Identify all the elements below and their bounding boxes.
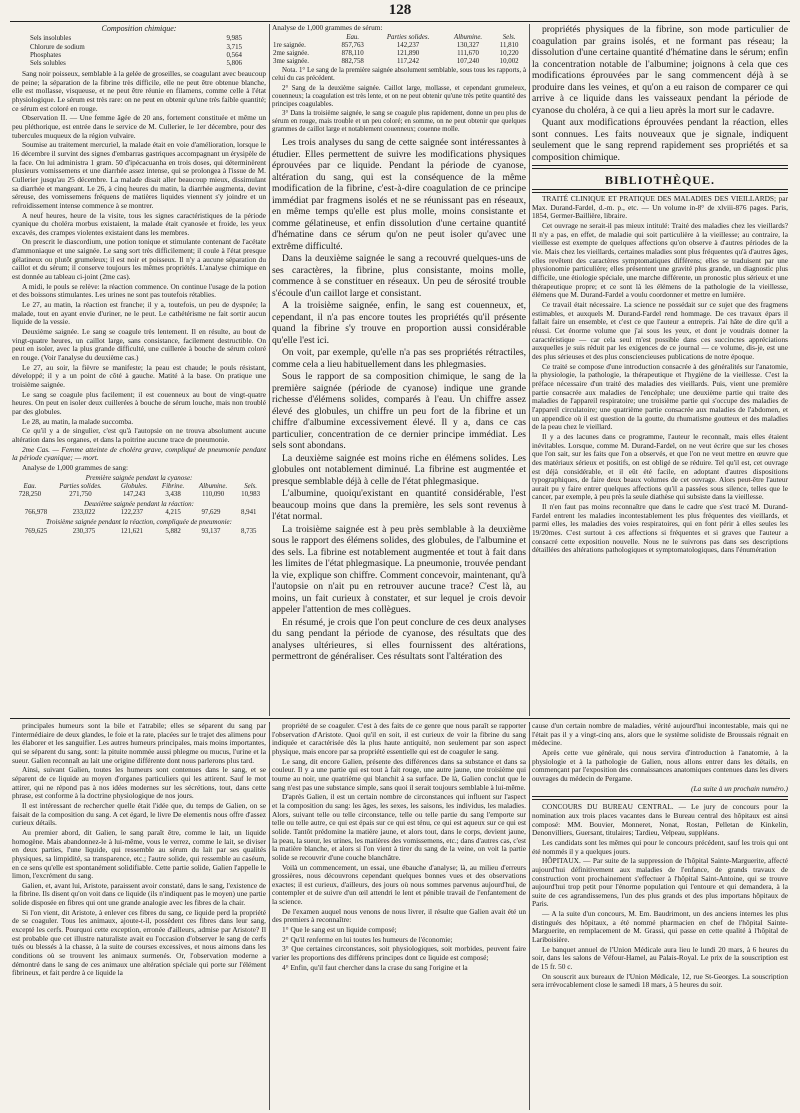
table-cell: 233,022	[72, 509, 96, 517]
blood-analysis-table	[12, 509, 266, 517]
blood-analysis-table	[12, 528, 266, 536]
paragraph: L'albumine, quoiqu'existant en quantité considérable, l'est beaucoup moins que dans la première, les sels sont revenus à l'état normal.	[272, 488, 526, 523]
table-row	[12, 491, 266, 499]
table-header: Parties solides.	[386, 33, 430, 41]
column-2-top	[272, 24, 526, 716]
list-item: 4° Enfin, qu'il faut chercher dans la crase du sang l'origine et la	[282, 962, 468, 972]
column-divider	[529, 24, 530, 716]
table-header	[272, 34, 333, 42]
paragraph: Ce qu'il y a de singulier, c'est qu'à l'autopsie on ne trouva absolument aucune altération dans les organes, et dans la poitrine aucune trace de pneumonie.	[12, 426, 266, 444]
table-caption: Deuxième saignée pendant la réaction:	[83, 500, 195, 509]
note: 2° Sang de la deuxième saignée. Caillot large, mollasse, et cependant grumeleux, couenneux; la coagulation est très lente, et on ne peut obtenir qu'une très petite quantité des principes coagulables.	[272, 84, 526, 108]
table-caption: Première saignée pendant la cyanose:	[85, 473, 193, 482]
composition-label: Phosphates	[30, 51, 62, 59]
paragraph: Si l'on vient, dit Aristote, à enlever ces fibres du sang, ce liquide perd la propriété de se coaguler. Tous les animaux, ajoute-t-il, possèdent ces fibres dans leur sang, excepté les cerfs. Pourquoi cette exception, erronée d'ailleurs, admise par Aristote? Il est probable que cet illustre naturaliste avait eu l'occasion d'observer le sang de cerfs tués ou blessés à la chasse, à la suite de courses excessives, et nous aimons dans les conditions où se trouvent les animaux surmenés. Or, l'observation moderne a démontré dans le sang de ces animaux une altération spéciale qui porte sur l'élément fibrineux, et fait perdre à ce liquide la	[12, 907, 266, 978]
paragraph: Cet ouvrage ne serait-il pas mieux intitulé: Traité des maladies chez les vieillards? Il n'y a pas, en effet, de maladie qui soit particulière à la vieillesse; au contraire, la vieillesse est exempte de quelques affections qu'on observe à d'autres périodes de la vie. Mais chez les vieillards, certaines maladies sont plus fréquentes qu'à d'autres âges, elles revêtent des caractères symptomatiques différens; elles se traduisent par une physionomie particulière; elles présentent une gravité plus grande, un diagnostic plus difficile, une étiologie spéciale, une marche différente, un pronostic plus sérieux et une thérapeutique propre; et ce sont là les élémens de la pathologie de la vieillesse, élémens que M. Durand-Fardel a voulu coordonner et mettre en lumière.	[532, 221, 788, 300]
table-cell: 878,110	[341, 49, 364, 57]
paragraph: Observation II. — Une femme âgée de 20 ans, fortement constituée et même un peu pléthorique, est entrée dans le service de M. Cullerier, le 1er décembre, pour des tubercules muqueux de la région vulvaire.	[12, 113, 266, 140]
paragraph: A midi, le pouls se relève: la réaction commence. On continue l'usage de la potion et des boissons stimulantes. Les urines ne sont pas toutefois rétablies.	[12, 281, 266, 300]
paragraph: Ainsi, suivant Galien, toutes les humeurs sont contenues dans le sang, et se séparent de ce liquide au moyen d'organes particuliers qui les attirent. Sauf le mot attirer, qui ne répond pas à nos idées modernes sur les sécrétions, tout, dans cette phrase, est conforme à la doctrine physiologique de nos jours.	[12, 765, 266, 801]
column-divider	[529, 722, 530, 1110]
column-divider	[269, 722, 270, 1110]
table-cell: 8,941	[241, 509, 257, 517]
case-title: 2me Cas. — Femme atteinte de choléra grave, compliqué de pneumonie pendant la période cyanique; — mort.	[12, 444, 266, 463]
paragraph: Deuxième saignée. Le sang se coagule très lentement. Il en résulte, au bout de vingt-quatre heures, un caillot large, sans consistance, facilement destructible. On peut en isoler, avec la plus grande difficulté, une cuillerée à bouche de sérum coloré en rouge. (Voir l'analyse du deuxième cas.)	[12, 327, 266, 362]
paragraph: De l'examen auquel nous venons de nous livrer, il résulte que Galien avait été un des premiers à reconnaître:	[272, 906, 526, 925]
table-cell: 728,250	[18, 490, 42, 498]
composition-value: 0,564	[226, 51, 242, 59]
table-cell: 147,243	[122, 490, 146, 498]
paragraph: La deuxième saignée est moins riche en élémens solides. Les globules ont notablement diminué. La fibrine est augmentée et presque semblable déjà à celle de l'état phlegmasique.	[272, 452, 526, 487]
table-cell: 230,375	[72, 527, 96, 535]
paragraph: Au premier abord, dit Galien, le sang paraît être, comme le lait, un liquide homogène. Mais abandonnez-le à lui-même, vous le verrez, comme le lait, se diviser en deux parties, l'une liquide, qui ressemble au sérum du lait par ses qualités physiques, sa limpidité, sa transparence, etc.; l'autre solide, qui ressemble au caséum, en ce sens qu'elle est spontanément solidifiable. Cette partie solide, Galien l'appelle le limon, l'excrément du sang.	[12, 827, 266, 881]
table-cell: 10,983	[241, 490, 261, 498]
paragraph: Sang noir poisseux, semblable à la gelée de groseilles, se coagulant avec beaucoup de peine; la séparation de la fibrine très difficile, elle ne peut être obtenue blanche, elle est mollasse, visqueuse, et ne peut être réunie en filamens, comme celle à l'état physiologique. Le sérum est très rare: on ne peut en obtenir qu'une très faible quantité; ce sérum est coloré en rouge.	[12, 69, 266, 113]
table-cell: 121,621	[120, 527, 144, 535]
book-reference: TRAITÉ CLINIQUE ET PRATIQUE DES MALADIES DES VIEILLARDS; par Max. Durand-Fardel, d.-m. p., etc. — Un volume in-8° de xlviii-876 pages. Paris, 1854, Germer-Baillière, libraire.	[532, 194, 788, 221]
column-divider	[269, 24, 270, 716]
composition-value: 3,715	[226, 43, 242, 51]
paragraph: cause d'un certain nombre de maladies, vérité aujourd'hui incontestable, mais qui ne l'était pas il y a vingt-cinq ans, alors que le système solidiste de Broussais régnait en médecine.	[532, 722, 788, 748]
table-header: Globules.	[120, 482, 148, 490]
paragraph: On voit, par exemple, qu'elle n'a pas ses propriétés rétractiles, comme cela a lieu habituellement dans les phlegmasies.	[272, 347, 526, 370]
analysis-intro: Analyse de 1,000 grammes de sérum:	[272, 24, 383, 32]
composition-label: Chlorure de sodium	[30, 43, 85, 51]
note: 3° Dans la troisième saignée, le sang se coagule plus rapidement, donne un peu plus de sérum en rouge, mais trouble et un peu coloré; en somme, on ne peut obtenir que quelques grammes de caillot large et notablement couenneux; couenne molle.	[272, 109, 526, 134]
table-cell: 110,090	[202, 490, 225, 498]
paragraph: Soumise au traitement mercuriel, la malade était en voie d'amélioration, lorsque le 16 décembre il survint des signes d'embarras gastriques accompagnant un érysipèle de la face. On lui administra 1 gram. 50 d'ipécacuanha en trois doses, qui déterminèrent plusieurs vomissemens et une diarrhée assez intense, qui se prolongea à l'issue de M. Cullerier jusqu'au 25 décembre. La malade disait aller beaucoup mieux, dissimulant sa diarrhée et mangeant. Le 26, à cinq heures du matin, la diarrhée augmenta, devint séreuse, des vomissemens fréquens de matières liquides viennent s'y joindre et un refroidissement intense commence à se montrer.	[12, 140, 266, 210]
table-row	[272, 50, 526, 58]
table-row	[272, 42, 526, 50]
table-cell: 5,882	[165, 527, 181, 535]
continuation-note: (La suite à un prochain numéro.)	[691, 783, 788, 793]
composition-label: Sels solubles	[30, 59, 66, 67]
paragraph: propriétés physiques de la fibrine, son mode particulier de coagulation par grains isolés, et ne formant pas réseau; la dissolution d'une certaine quantité d'hématine dans le sérum; enfin la concentration notable de l'albumine; joignons à cela que ces modifications éprouvées par le sang commencent déjà à se produire dans les veines, et qu'on a eu raison de comparer ce qui arrive à ce liquide dans les vaisseaux pendant la période de cyanose du choléra, à ce qui a lieu après la mort sur le cadavre.	[532, 24, 788, 116]
paragraph: Voilà un commencement, un essai, une ébauche d'analyse; là, au milieu d'erreurs grossières, nous découvrons cependant quelques bonnes vues et des observations exactes; il est curieux, d'ailleurs, des jours où nous sommes parvenus aujourd'hui, de contempler et de suivre d'un œil attendri le lent et pénible travail de l'enfantement de la science.	[272, 862, 526, 907]
list-item: 3° Que certaines circonstances, soit physiologiques, soit morbides, peuvent faire varier les proportions des différens principes dont ce liquide est composé;	[272, 944, 526, 963]
composition-title: Composition chimique:	[101, 24, 177, 33]
list-item: 2° Qu'il renferme en lui toutes les humeurs de l'économie;	[282, 934, 453, 944]
table-cell: 271,750	[69, 490, 92, 498]
table-cell: 142,237	[396, 41, 420, 49]
column-1-top	[12, 24, 266, 716]
table-header: Albumine.	[453, 33, 483, 41]
column-1-bottom	[12, 722, 266, 1110]
paragraph: On prescrit le diascordium, une potion tonique et stimulante contenant de l'acétate d'ammoniaque et une saignée. Le sang sort très difficilement; il coule à l'état presque gélatineux ou plutôt grumeleux; il est noir et poisseux. Il n'y a aucune séparation du caillot et du sérum; il conserve toujours les mêmes propriétés. L'analyse chimique en est donnée au tableau ci-joint (2me cas).	[12, 237, 266, 282]
table-cell: 3me saignée.	[273, 58, 309, 66]
table-row	[12, 528, 266, 536]
table-cell: 769,625	[24, 527, 48, 535]
table-cell: 97,629	[201, 509, 221, 517]
serum-analysis-table	[272, 34, 526, 67]
paragraph: Les trois analyses du sang de cette saignée sont intéressantes à étudier. Elles permettent de suivre les modifications physiques éprouvées par ce liquide. Pendant la période de cyanose, altération du sang, qui est la conséquence de la même modification de la fibrine, c'est-à-dire coagulation de ce principe immédiat par fragmens isolés et ne se réunissant pas en réseaux, en même temps qu'elle est plus molle, moins consistante et comme gélatineuse, et enfin dissolution d'une certaine quantité d'hématine dans ce sérum qu'on ne peut isoler qu'avec une extrême difficulté.	[272, 137, 526, 252]
table-cell: 766,978	[24, 509, 48, 517]
paragraph: Ce travail était nécessaire. La science ne possédait sur ce sujet que des fragmens estimables, et auxquels M. Durand-Fardel rend hommage. De ces travaux épars il fallait faire un ensemble, et c'est ce que l'auteur a entrepris. J'ai hâte de dire qu'il a réussi. Cet énorme volume que j'ai sous les yeux, et dont je voudrais donner la caractéristique — car cela seul m'est possible dans ces succinctes appréciations auxquelles je suis réduit par les exigences de ce journal — ce volume, dis-je, est une des plus sérieuses et des plus consciencieuses publications de notre époque.	[532, 300, 788, 361]
paragraph: La troisième saignée est à peu près semblable à la deuxième sous le rapport des élémens solides, des globules, de l'albumine et des sels. La fibrine est notablement augmentée et tout à fait dans les limites de l'état phlegmasique. La pneumonie, trouvée pendant la vie, explique son chiffre. Comment concevoir, maintenant, qu'à l'autopsie on n'ait pu en retrouver aucune trace? C'est là, au moins, un fait curieux à constater, et sur lequel je crois devoir appeler l'attention de mes collègues.	[272, 523, 526, 616]
paragraph: Ce traité se compose d'une introduction consacrée à des généralités sur l'anatomie, la physiologie, la pathologie, la thérapeutique et l'hygiène de la vieillesse. C'est la préface nécessaire d'un traité des maladies des vieillards. Puis, vient une première partie consacrée aux maladies de l'encéphale; une deuxième partie qui traite des maladies de l'appareil respiratoire; une troisième partie qui s'occupe des maladies de l'appareil circulatoire; une quatrième partie consacrée aux maladies de l'abdomen, et un appendice où il est question de la goutte, du rhumatisme goutteux et des maladies de la peau chez le vieillard.	[532, 361, 788, 432]
table-caption: Troisième saignée pendant la réaction, compliquée de pneumonie:	[46, 518, 232, 527]
section-heading: BIBLIOTHÈQUE.	[604, 173, 716, 187]
column-2-bottom	[272, 722, 526, 1110]
middle-rule	[10, 718, 790, 719]
paragraph: Le sang se coagule plus facilement; il est couenneux au bout de vingt-quatre heures. On peut en isoler deux cuillerées à bouche de sérum louche, mais non troublé par des globules.	[12, 389, 266, 416]
paragraph: Il n'en faut pas moins reconnaître que dans le cadre que s'est tracé M. Durand-Fardel entrent les maladies incontestablement les plus fréquentes des vieillards, et parmi elles, les maladies des voies respiratoires, qui en font périr à elles seules les 19/20mes. C'est surtout à ces affections si fréquentes et si graves que l'auteur a consacré cette exposition nouvelle. Nous ne le suivrons pas dans ses descriptions détaillées des altérations pathologiques et symptomatologiques, dans l'énumération	[532, 502, 788, 555]
table-cell: 8,735	[241, 527, 257, 535]
table-cell: 10,220	[499, 49, 519, 57]
table-row	[12, 509, 266, 517]
table-header: Eau.	[23, 482, 37, 490]
paragraph: A neuf heures, heure de la visite, tous les signes caractéristiques de la période cyanique du choléra morbus existaient, la malade était cyanosée et froide, les yeux excavés, des crampes violentes existaient dans les membres.	[12, 210, 266, 237]
paragraph: principales humeurs sont la bile et l'atrabile; elles se séparent du sang par l'intermédiaire de deux glandes, le foie et la rate, placées sur le trajet des alimens pour les élaborer et les sanguifier. Les autres humeurs principales, mais moins importantes, qui se séparent du sang, sont: la pituite nommée aussi phlegme ou mucus, l'urine et la sueur. Galien reconnaît au lait une origine différente dont nous parlerons plus tard.	[12, 722, 266, 765]
paragraph: En résumé, je crois que l'on peut conclure de ces deux analyses du sang pendant la période de cyanose, des résultats que des analyses ultérieures, si elles fournissent des altérations, permettront de généraliser. Ces résultats sont l'altération des	[272, 616, 526, 663]
table-cell: 11,810	[499, 41, 519, 49]
paragraph: Le sang, dit encore Galien, présente des différences dans sa substance et dans sa couleur. Il y a une partie qui est tout à fait rouge, une autre jaune, une troisième qui tourne au noir, une quatrième qui blanchit à sa surface. De là, Galien conclut que le sang n'est pas une substance simple, sans quoi il serait toujours semblable à lui-même.	[272, 756, 526, 792]
news-item: On souscrit aux bureaux de l'Union Médicale, 12, rue St-Georges. La souscription sera irrévocablement close le samedi 18 mars, à 5 heures du soir.	[532, 971, 788, 990]
section-rule	[532, 796, 788, 800]
table-cell: 111,670	[457, 49, 479, 57]
table-cell: 10,002	[499, 58, 519, 66]
table-header: Fibrine.	[161, 482, 185, 490]
table-cell: 2me saignée.	[273, 49, 309, 57]
table-header: Sels.	[502, 33, 516, 41]
table-cell: 1re saignée.	[273, 41, 306, 49]
top-rule	[10, 21, 790, 22]
blood-analysis-table	[12, 483, 266, 499]
table-cell: 107,240	[456, 58, 480, 66]
paragraph: Quant aux modifications éprouvées pendant la réaction, elles sont connues. Les faits nouveaux que je signale, indiquent seulement que le sang reprend rapidement ses propriétés et sa composition chimique.	[532, 117, 788, 163]
paragraph: Le 27, au matin, la réaction est franche; il y a, toutefois, un peu de dyspnée; la malade, tout en ayant envie d'uriner, ne le peut. Le cathétérisme ne fait sortir aucun liquide de la vessie.	[12, 300, 266, 327]
paragraph: Il est intéressant de rechercher quelle était l'idée que, du temps de Galien, on se faisait de la composition du sang. A cet égard, le livre De elementis nous offre d'assez curieux détails.	[12, 800, 266, 828]
note: Nota. 1° Le sang de la première saignée absolument semblable, sous tous les rapports, à celui du cas précédent.	[272, 67, 526, 83]
page-number: 128	[388, 2, 412, 18]
table-row	[272, 58, 526, 66]
news-item: Le banquet annuel de l'Union Médicale aura lieu le lundi 20 mars, à 6 heures du soir, dans les salons de Véfour-Hamel, au Palais-Royal. Le prix de la souscription est de 15 fr. 50 c.	[532, 944, 788, 972]
news-item: — A la suite d'un concours, M. Em. Baudrimont, un des anciens internes les plus distingués des hôpitaux, a été nommé pharmacien en chef de l'hôpital Sainte-Marguerite, en remplacement de M. Grassi, qui passe en cette qualité à l'hôpital de Lariboisière.	[532, 909, 788, 945]
news-item: CONCOURS DU BUREAU CENTRAL. — Le jury de concours pour la nomination aux trois places vacantes dans le Bureau central des hôpitaux est ainsi composé: MM. Bouvier, Monneret, Nonat, Rostan, Pelletan de Kinkelin, Denonvilliers, Guersant, titulaires; Tardieu, Velpeau, suppléans.	[532, 802, 788, 838]
news-item: HÔPITAUX. — Par suite de la suppression de l'hôpital Sainte-Marguerite, affecté aujourd'hui définitivement aux maladies de l'enfance, de grands travaux de construction vont prochainement s'effectuer à l'hôpital Saint-Antoine, qui se trouve aujourd'hui trop petit pour l'énorme population qui l'entoure et qui demandera, à la suite de ces agrandissemens, l'un des plus grands et des plus importans hôpitaux de Paris.	[532, 856, 788, 909]
composition-value: 9,985	[226, 35, 242, 43]
paragraph: Le 27, au soir, la fièvre se manifeste; la peau est chaude; le pouls résistant, développé; il y a un point de côté à gauche. Matité à la base. On pratique une troisième saignée.	[12, 362, 266, 389]
paragraph: Galien, et, avant lui, Aristote, paraissent avoir constaté, dans le sang, l'existence de la fibrine. Ils disent qu'on voit dans ce liquide (ils n'indiquent pas le moyen) une partie solide disposée en fibres qui ont une grande analogie avec les fibres de la chair.	[12, 880, 266, 908]
section-rule	[532, 189, 788, 193]
table-cell: 857,763	[341, 41, 364, 49]
news-item: Les candidats sont les mêmes qui pour le concours précédent, sauf les trois qui ont été nommés il y a quelques jours.	[532, 837, 788, 856]
paragraph: Il y a des lacunes dans ce programme, l'auteur le reconnaît, mais elles étaient inévitables. Lorsque, comme M. Durand-Fardel, on ne veut écrire que sur les choses que l'on sait, sur les faits que l'on a observés, et que l'on ne veut mettre en œuvre que des matériaux sérieux et positifs, on est obligé de se réduire. Tel qu'il est, cet ouvrage est déjà considérable, et il eût été facile, en adoptant d'autres dispositions typographiques, de faire deux beaux volumes de cet ouvrage. Alors peut-être l'auteur aurait pu y faire entrer quelques affections qu'il a passées sous silence, telles que le cancer, par exemple, à peu près la seule diathèse qui subsiste dans la vieillesse.	[532, 431, 788, 502]
paragraph: A la troisième saignée, enfin, le sang est couenneux, et, cependant, il n'a pas encore toutes les propriétés qu'il présente quand la fibrine s'y trouve en proportion aussi considérable qu'elle l'est ici.	[272, 300, 526, 346]
table-cell: 882,758	[341, 58, 364, 66]
table-cell: 122,237	[120, 509, 144, 517]
composition-label: Sels insolubles	[30, 35, 72, 43]
paragraph: Après cette vue générale, qui nous servira d'introduction à l'anatomie, à la physiologie et à la pathologie de Galien, nous allons entrer dans les détails, en commençant par l'exposition des connaissances anatomiques contenues dans les divers ouvrages du médecin de Pergame.	[532, 747, 788, 783]
table-header: Eau.	[346, 33, 360, 41]
paragraph: propriété de se coaguler. C'est à des faits de ce genre que nous paraît se rapporter l'observation d'Aristote. Quoi qu'il en soit, il est curieux de voir la fibrine du sang indiquée et caractérisée dès la plus haute antiquité, non seulement par son aspect physique, mais encore par sa propriété essentielle qui est de coaguler le sang.	[272, 722, 526, 756]
analysis-intro: Analyse de 1,000 grammes de sang:	[22, 462, 129, 472]
section-rule	[532, 165, 788, 169]
table-header: Parties solides.	[59, 482, 102, 490]
column-3-bottom	[532, 722, 788, 1110]
paragraph: D'après Galien, il est un certain nombre de circonstances qui influent sur l'aspect et la composition du sang: les âges, les sexes, les saisons, les individus, les maladies. Alors, suivant telle ou telle circonstance, telle ou telle partie du sang l'emporte sur telle ou telle autre, ce qui est épais sur ce qui est ténu, ce qui est aqueux sur ce qui est solide. Tantôt prédomine la matière jaune, et alors tout, dans le corps, devient jaune, la peau, la sueur, les urines, les matières des vomissemens, etc.; dans d'autres cas, c'est la matière blanche, et alors si l'on vient à tirer du sang de la veine, on voit la partie solide se recouvrir d'une couche blanchâtre.	[272, 792, 526, 862]
list-item: 1° Que le sang est un liquide composé;	[282, 925, 397, 935]
table-cell: 4,215	[165, 509, 181, 517]
composition-value: 5,806	[226, 59, 242, 67]
table-header: Albumine.	[199, 482, 228, 490]
table-cell: 121,890	[396, 49, 420, 57]
table-cell: 130,327	[456, 41, 480, 49]
paragraph: Dans la deuxième saignée le sang a recouvré quelques-uns de ses caractères, la fibrine, plus consistante, moins molle, commence à se constituer en réseaux. Un peu de sérosité trouble s'écoule d'un caillot large et consistant.	[272, 253, 526, 299]
paragraph: Sous le rapport de sa composition chimique, le sang de la première saignée (période de cyanose) indique une grande richesse d'élémens solides, comparés à l'eau. Un chiffre assez élevé des globules, un chiffre un peu fort de la fibrine et un chiffre d'albumine excessivement élevé. Il y a, dans ce cas particulier, concentration de ce dernier principe immédiat. Les sels sont abondans.	[272, 371, 526, 452]
table-cell: 3,438	[165, 490, 181, 498]
paragraph: Le 28, au matin, la malade succomba.	[22, 416, 134, 426]
table-cell: 117,242	[396, 58, 420, 66]
table-cell: 93,137	[201, 527, 221, 535]
table-header: Sels.	[244, 482, 258, 490]
column-3-top	[532, 24, 788, 716]
